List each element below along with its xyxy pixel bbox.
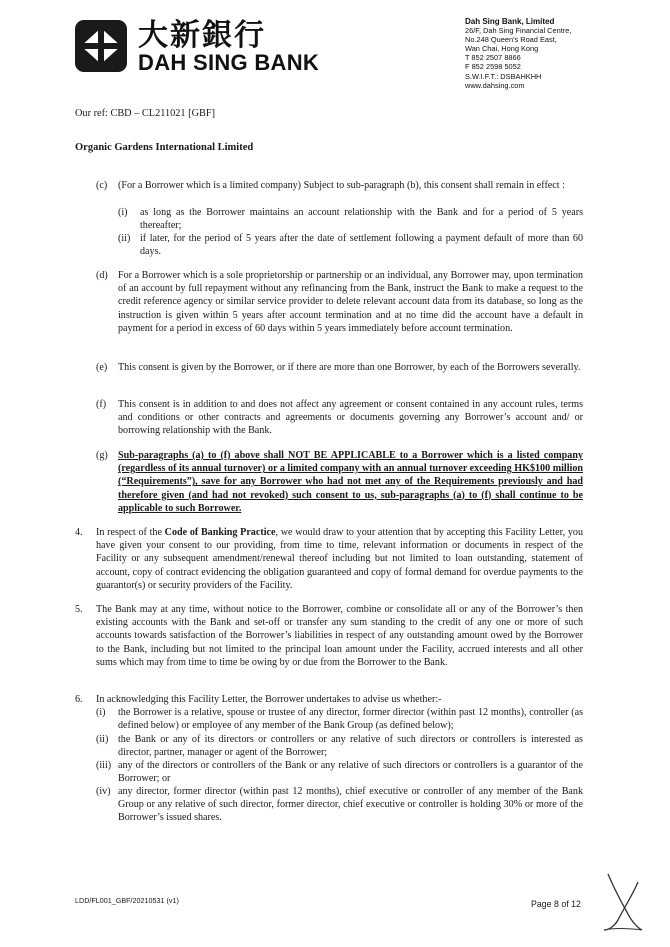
section-text-5: The Bank may at any time, without notice to the Borrower, combine or consolidate all or any of the Borrower’s then existing accounts with the Bank and set-off or transfer any sum standing to the credit of any one or more of such accounts towards satisfaction of the Borrower’s liabilities in respect of any outstanding amount owed by the Borrower to the Bank, including but not limited to the principal loan amount under the Facility, accrued interests and all other sums which may from time to time be owing by or due from the Borrower to the Bank. <box>96 604 583 668</box>
subitem-label: (iii) <box>96 760 112 771</box>
section-number-5: 5. <box>75 604 83 615</box>
fax-line: F 852 2598 5052 <box>465 62 521 72</box>
item-text-d: For a Borrower which is a sole proprietorship or partnership or an individual, any Borrower may, upon termination of an account by full repayment without any refinancing from the Bank, instruct the Bank to make a request to the credit reference agency or similar service provider to delete relevant account data from its database, so long as the instruction is given within 5 years after account termination and at no time did the account have a default in payment for a period in excess of 60 days within 5 years immediately before account termination. <box>118 270 583 334</box>
logo-english-name: DAH SING BANK <box>138 50 320 75</box>
signature-mark-icon <box>598 870 648 932</box>
subitem-text: the Borrower is a relative, spouse or trustee of any director, former director (within past 12 months), controller (as defined below) or employee of any member of the Bank Group (as defined below); <box>118 707 583 732</box>
section-text-4-post: , we would draw to your attention that by accepting this Facility Letter, you have given your consent to our providing, from time to time, relevant information or documents in respect of the Facility or any subsequent amendment/renewal thereof including but not limited to loan outstanding, statement of account, copy of contract evidencing the obligation guaranteed and copy of formal demand for overdue payments to the guarantor(s) or security providers of the Facility. <box>96 527 584 591</box>
subitem-label: (ii) <box>96 734 109 745</box>
phone-line: T 852 2507 8866 <box>465 53 521 63</box>
subitem-text: as long as the Borrower maintains an account relationship with the Bank and for a period of 5 years thereafter; <box>140 207 583 232</box>
subitem-label: (i) <box>96 707 106 718</box>
section-text-4-pre: In respect of the <box>96 527 165 538</box>
address-line: No.248 Queen's Road East, <box>465 35 557 45</box>
our-reference: Our ref: CBD – CL211021 [GBF] <box>75 108 216 119</box>
item-label-f: (f) <box>96 399 107 410</box>
bank-address-block <box>465 17 665 90</box>
item-label-c: (c) <box>96 180 108 191</box>
logo-chinese-name: 大新銀行 <box>138 18 266 53</box>
section-text-4 <box>96 526 583 592</box>
page-number: Page 8 of 12 <box>531 899 581 909</box>
subitem-text: any of the directors or controllers of the Bank or any relative of such directors or controllers is a guarantor of the Borrower; or <box>118 760 583 785</box>
subitem-label: (iv) <box>96 786 111 797</box>
item-label-e: (e) <box>96 362 108 373</box>
dah-sing-logo-icon <box>75 20 127 72</box>
subitem-text: if later, for the period of 5 years after the date of settlement following a payment default of more than 60 days. <box>140 233 583 258</box>
swift-line: S.W.I.F.T.: DSBAHKHH <box>465 71 542 81</box>
website-line: www.dahsing.com <box>465 80 525 90</box>
item-text-c: (For a Borrower which is a limited company) Subject to sub-paragraph (b), this consent shall remain in effect : <box>118 180 565 191</box>
code-of-banking-practice-term: Code of Banking Practice <box>164 527 276 538</box>
company-name: Organic Gardens International Limited <box>75 142 254 153</box>
document-code: LDD/FL001_GBF/20210531 (v1) <box>75 896 179 905</box>
subitem-label: (ii) <box>118 233 131 244</box>
subitem-text: the Bank or any of its directors or controllers or any relative of such directors or controllers is interested as director, partner, manager or agent of the Borrower; <box>118 734 583 759</box>
address-line: Wan Chai, Hong Kong <box>465 44 539 54</box>
address-line: 26/F, Dah Sing Financial Centre, <box>465 26 572 36</box>
bank-name: Dah Sing Bank, Limited <box>465 17 555 26</box>
item-text-g: Sub-paragraphs (a) to (f) above shall NOT BE APPLICABLE to a Borrower which is a listed company (regardless of its annual turnover) or a limited company with an annual turnover exceeding HK$100 million (“Requirements”), save for any Borrower who had not met any of the Requirements previously and had therefore given (and had not revoked) such consent to us, sub-paragraphs (a) to (f) shall continue to be applicable to such Borrower. <box>118 450 583 514</box>
item-label-g: (g) <box>96 450 108 461</box>
section-intro-6: In acknowledging this Facility Letter, the Borrower undertakes to advise us whether:- <box>96 694 442 705</box>
section-number-4: 4. <box>75 527 83 538</box>
item-label-d: (d) <box>96 270 108 281</box>
section-number-6: 6. <box>75 694 83 705</box>
subitem-label: (i) <box>118 207 128 218</box>
item-text-f: This consent is in addition to and does not affect any agreement or consent contained in any account rules, terms and conditions or other contracts and agreements or documents governing any Borrower’s account and/ or borrowing relationship with the Bank. <box>118 399 583 437</box>
subitem-text: any director, former director (within past 12 months), chief executive or controller of any member of the Bank Group or any relative of such director, former director, chief executive or controller is holding 30% or more of the Borrower’s issued shares. <box>118 786 583 824</box>
item-text-e: This consent is given by the Borrower, or if there are more than one Borrower, by each of the Borrowers severally. <box>118 362 581 373</box>
